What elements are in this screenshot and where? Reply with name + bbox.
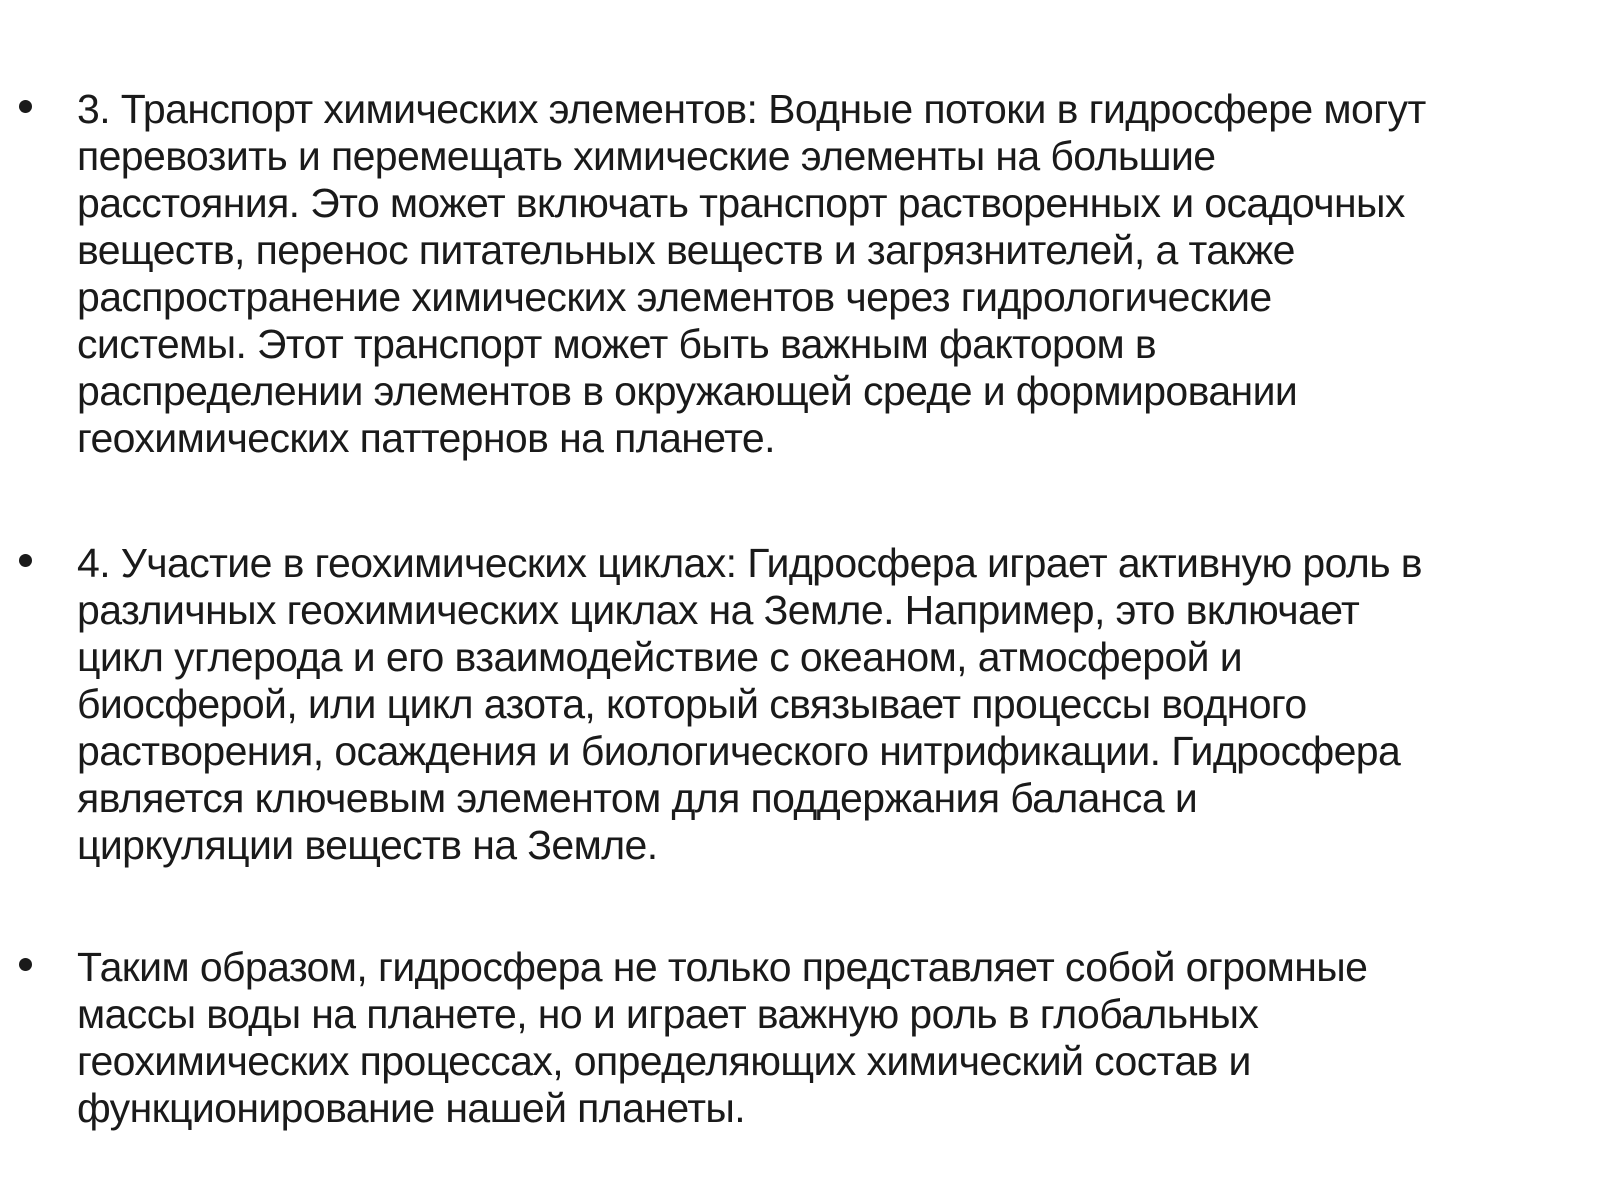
bullet-text	[77, 540, 1593, 869]
text-line: 4. Участие в геохимических циклах: Гидросфера играет активную роль в	[77, 540, 1422, 586]
text-line: Таким образом, гидросфера не только представляет собой огромные	[77, 944, 1368, 990]
text-line: распределении элементов в окружающей среде и формировании	[77, 368, 1298, 414]
text-line: циркуляции веществ на Земле.	[77, 822, 658, 868]
bullet-dot-icon	[19, 958, 32, 971]
text-line: перевозить и перемещать химические элементы на большие	[77, 133, 1216, 179]
text-line: геохимических процессах, определяющих химический состав и	[77, 1038, 1251, 1084]
text-line: массы воды на планете, но и играет важную роль в глобальных	[77, 991, 1259, 1037]
text-line: растворения, осаждения и биологического нитрификации. Гидросфера	[77, 728, 1401, 774]
text-line: веществ, перенос питательных веществ и загрязнителей, а также	[77, 227, 1295, 273]
text-line: является ключевым элементом для поддержания баланса и	[77, 775, 1198, 821]
bullet-text	[77, 944, 1593, 1132]
bullet-dot-icon	[19, 100, 32, 113]
text-line: функционирование нашей планеты.	[77, 1085, 746, 1131]
text-line: различных геохимических циклах на Земле. Например, это включает	[77, 587, 1360, 633]
text-line: цикл углерода и его взаимодействие с океаном, атмосферой и	[77, 634, 1243, 680]
bullet-dot-icon	[19, 554, 32, 567]
bullet-text	[77, 86, 1593, 462]
text-line: биосферой, или цикл азота, который связывает процессы водного	[77, 681, 1307, 727]
text-line: системы. Этот транспорт может быть важным фактором в	[77, 321, 1157, 367]
text-line: геохимических паттернов на планете.	[77, 415, 775, 461]
text-line: расстояния. Это может включать транспорт растворенных и осадочных	[77, 180, 1405, 226]
text-line: 3. Транспорт химических элементов: Водные потоки в гидросфере могут	[77, 86, 1426, 132]
text-line: распространение химических элементов через гидрологические	[77, 274, 1272, 320]
